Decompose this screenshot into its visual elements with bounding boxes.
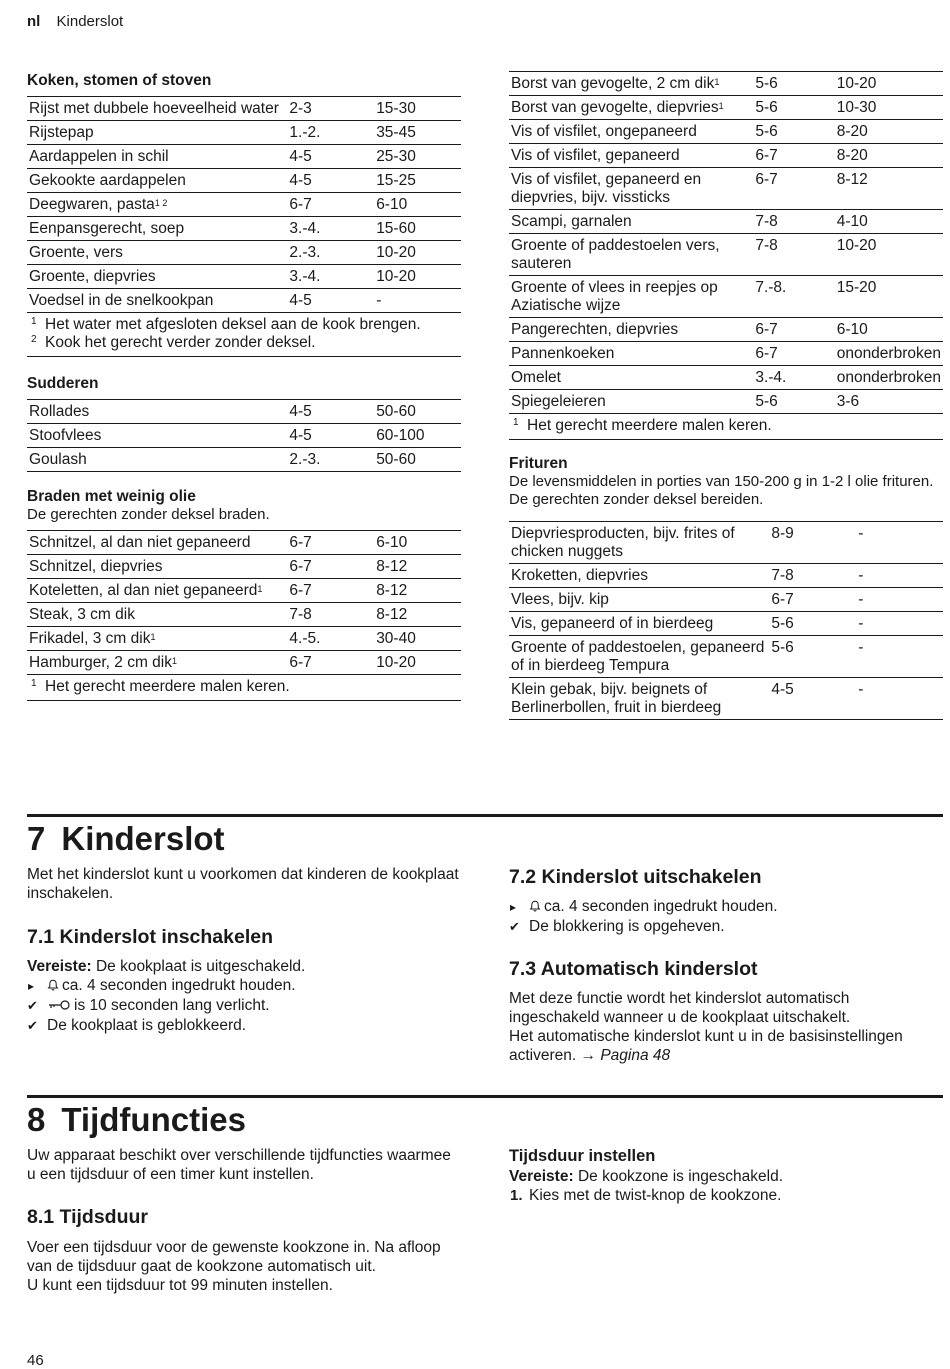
table-row <box>27 193 461 217</box>
footnote-ref: 1 <box>172 656 178 666</box>
footnote-number: 1 <box>31 678 37 689</box>
level-cell: 7-8 <box>753 234 834 276</box>
page-number: 46 <box>27 1352 44 1369</box>
time-cell: - <box>856 612 943 636</box>
dish-cell: Spiegeleieren <box>511 393 606 410</box>
table-row <box>27 448 461 472</box>
dish-cell: Diepvriesproducten, bijv. frites of chicken nuggets <box>509 522 769 564</box>
table-row <box>509 588 943 612</box>
section-7-3-paragraph-1: Met deze functie wordt het kinderslot automatisch ingeschakeld wanneer u de kookplaat uitschakelt. <box>509 990 851 1026</box>
footnote <box>511 417 941 435</box>
time-cell: 10-20 <box>835 72 943 96</box>
time-cell: 50-60 <box>376 451 416 468</box>
running-header <box>27 13 123 30</box>
level-cell: 4-5 <box>287 145 374 169</box>
table-row <box>509 96 943 120</box>
table-row <box>509 120 943 144</box>
time-cell: 15-60 <box>374 217 461 241</box>
section-7-2-result <box>509 917 943 937</box>
footnote <box>29 678 459 696</box>
dish-cell: Scampi, garnalen <box>509 210 753 234</box>
section-7-1-result-1 <box>27 996 461 1016</box>
koken-footnotes <box>27 313 461 357</box>
dish-cell: Rollades <box>27 400 287 424</box>
dish-cell: Groente of paddestoelen, gepaneerd of in bierdeeg Tempura <box>509 636 769 678</box>
footnote-ref: 1 2 <box>154 198 168 208</box>
level-cell: 2-3 <box>287 97 374 121</box>
time-cell: 30-40 <box>374 627 461 651</box>
dish-cell: Goulash <box>29 451 87 468</box>
level-cell: 4.-5. <box>287 627 374 651</box>
level-cell: 7-8 <box>769 564 856 588</box>
header-title: Kinderslot <box>56 13 124 30</box>
time-cell: 8-12 <box>374 555 461 579</box>
level-cell: 4-5 <box>287 400 374 424</box>
dish-cell: Vis, gepaneerd of in bierdeeg <box>509 612 769 636</box>
level-cell: 6-7 <box>753 168 834 210</box>
time-cell: - <box>856 522 943 564</box>
bell-icon <box>47 979 59 991</box>
time-cell: - <box>856 564 943 588</box>
level-cell: 5-6 <box>753 96 834 120</box>
dish-cell: Stoofvlees <box>27 424 287 448</box>
result-text: is 10 seconden lang verlicht. <box>74 997 270 1014</box>
step-arrow-icon: ▸ <box>28 979 35 993</box>
time-cell: 6-10 <box>374 193 461 217</box>
frituren-table <box>509 521 943 720</box>
table-row <box>27 627 461 651</box>
braden-table <box>27 530 461 675</box>
time-cell: - <box>856 636 943 678</box>
table-row <box>27 603 461 627</box>
footnote-text: Het gerecht meerdere malen keren. <box>527 417 772 434</box>
page-link[interactable]: Pagina 48 <box>600 1047 671 1064</box>
section-7 <box>27 814 943 859</box>
dish-cell: Schnitzel, diepvries <box>27 555 287 579</box>
koken-heading: Koken, stomen of stoven <box>27 72 212 89</box>
checkmark-icon: ✔ <box>27 1018 38 1033</box>
tijdsduur-step-1 <box>509 1186 943 1206</box>
level-cell: 6-7 <box>289 654 312 671</box>
footnote-text: Het gerecht meerdere malen keren. <box>45 678 290 695</box>
level-cell: 6-7 <box>753 144 834 168</box>
dish-cell: Deegwaren, pasta$^{1 2}$ <box>27 193 287 217</box>
time-cell: 6-10 <box>835 318 943 342</box>
footnote-text: Kook het gerecht verder zonder deksel. <box>45 334 316 351</box>
dish-cell: Groente of vlees in reepjes op Aziatische wijze <box>509 276 753 318</box>
table-row <box>509 210 943 234</box>
table-row <box>27 241 461 265</box>
level-cell: 2.-3. <box>289 451 321 468</box>
level-cell: 5-6 <box>753 120 834 144</box>
section-7-1-requirement: Vereiste: De kookplaat is uitgeschakeld. <box>27 958 306 975</box>
table-row <box>27 400 461 424</box>
table-row <box>27 651 461 675</box>
table-row <box>509 678 943 720</box>
section-8-right <box>509 1146 943 1206</box>
time-cell: - <box>858 681 864 698</box>
table-row <box>27 579 461 603</box>
dish-cell: Voedsel in de snelkookpan <box>29 292 214 309</box>
level-cell: 8-9 <box>769 522 856 564</box>
tijdsduur-requirement: Vereiste: De kookzone is ingeschakeld. <box>509 1168 784 1185</box>
section-8 <box>27 1095 943 1140</box>
sudderen-table <box>27 399 461 472</box>
level-cell: 7-8 <box>753 210 834 234</box>
key-lock-icon <box>47 999 71 1011</box>
level-cell: 6-7 <box>287 531 374 555</box>
table-row <box>509 72 943 96</box>
dish-cell: Borst van gevogelte, 2 cm dik$^1$ <box>509 72 753 96</box>
dish-cell: Omelet <box>509 366 753 390</box>
time-cell: 10-20 <box>374 265 461 289</box>
step-text: ca. 4 seconden ingedrukt houden. <box>544 898 778 915</box>
dish-cell: Groente of paddestoelen vers, sauteren <box>509 234 753 276</box>
bell-icon <box>529 900 541 912</box>
section-7-3-title: 7.3 Automatisch kinderslot <box>509 958 758 980</box>
dish-cell: Aardappelen in schil <box>27 145 287 169</box>
footnote-number: 1 <box>513 417 519 428</box>
time-cell: 60-100 <box>374 424 461 448</box>
tijdsduur-instellen-title: Tijdsduur instellen <box>509 1147 656 1165</box>
section-7-right <box>509 865 943 1065</box>
table-row <box>509 564 943 588</box>
level-cell: 4-5 <box>287 169 374 193</box>
time-cell: 25-30 <box>374 145 461 169</box>
table-row <box>509 366 943 390</box>
time-cell: 3-6 <box>836 393 860 410</box>
footnote-number: 1 <box>31 316 37 327</box>
section-8-title: 8 Tijdfuncties <box>27 1101 246 1138</box>
right-column <box>509 71 943 720</box>
table-row <box>509 390 943 414</box>
dish-cell: Borst van gevogelte, diepvries$^1$ <box>509 96 753 120</box>
footnote-ref: 1 <box>257 584 263 594</box>
table-row <box>509 342 943 366</box>
time-cell: 6-10 <box>374 531 461 555</box>
table-row <box>509 318 943 342</box>
table-row <box>27 145 461 169</box>
time-cell: 50-60 <box>374 400 461 424</box>
level-cell: 5-6 <box>769 636 856 678</box>
time-cell: 8-12 <box>835 168 943 210</box>
table-row <box>509 276 943 318</box>
time-cell: 8-20 <box>835 120 943 144</box>
level-cell: 6-7 <box>287 193 374 217</box>
level-cell: 3.-4. <box>753 366 834 390</box>
dish-cell: Eenpansgerecht, soep <box>27 217 287 241</box>
section-7-left <box>27 865 461 1036</box>
section-8-1-title: 8.1 Tijdsduur <box>27 1206 148 1228</box>
footnote <box>29 316 459 334</box>
sudderen-heading: Sudderen <box>27 375 99 392</box>
dish-cell: Groente, vers <box>27 241 287 265</box>
level-cell: 4-5 <box>287 424 374 448</box>
level-cell: 5-6 <box>769 612 856 636</box>
section-7-2-title: 7.2 Kinderslot uitschakelen <box>509 866 762 888</box>
level-cell: 3.-4. <box>287 265 374 289</box>
level-cell: 1.-2. <box>287 121 374 145</box>
section-7-2-step <box>509 897 943 917</box>
level-cell: 6-7 <box>753 318 834 342</box>
table-row <box>27 217 461 241</box>
table-row <box>509 168 943 210</box>
table-row <box>509 636 943 678</box>
checkmark-icon: ✔ <box>27 998 38 1013</box>
dish-cell: Vlees, bijv. kip <box>509 588 769 612</box>
time-cell: 10-20 <box>835 234 943 276</box>
section-7-1-step <box>27 976 461 996</box>
footnote-ref: 1 <box>718 101 724 111</box>
time-cell: 4-10 <box>835 210 943 234</box>
level-cell: 5-6 <box>755 393 778 410</box>
level-cell: 7.-8. <box>753 276 834 318</box>
footnote-text: Het water met afgesloten deksel aan de kook brengen. <box>45 316 421 333</box>
step-number: 1. <box>510 1187 523 1204</box>
braden-footnotes <box>27 675 461 701</box>
checkmark-icon: ✔ <box>509 919 520 934</box>
dish-cell: Gekookte aardappelen <box>27 169 287 193</box>
section-8-left <box>27 1146 461 1295</box>
time-cell: 15-25 <box>374 169 461 193</box>
time-cell: 8-20 <box>835 144 943 168</box>
dish-cell: Steak, 3 cm dik <box>27 603 287 627</box>
level-cell: 7-8 <box>287 603 374 627</box>
section-7-3-paragraph-2: Het automatische kinderslot kunt u in de basisinstellingen activeren. → Pagina 48 <box>509 1028 903 1064</box>
dish-cell: Kroketten, diepvries <box>509 564 769 588</box>
step-arrow-icon: ▸ <box>510 900 517 914</box>
link-arrow-icon: → <box>580 1047 597 1064</box>
section-8-1-paragraph-2: U kunt een tijdsduur tot 99 minuten instellen. <box>27 1277 333 1294</box>
time-cell: - <box>376 292 382 309</box>
koken-table <box>27 96 461 313</box>
dish-cell: Frikadel, 3 cm dik$^1$ <box>27 627 287 651</box>
dish-cell: Hamburger, 2 cm dik$^1$ <box>29 654 178 671</box>
footnote-ref: 1 <box>150 632 156 642</box>
table-row <box>509 522 943 564</box>
time-cell: 15-20 <box>835 276 943 318</box>
table-row <box>27 555 461 579</box>
section-7-title: 7 Kinderslot <box>27 820 225 857</box>
table-row <box>27 265 461 289</box>
braden-heading: Braden met weinig olie <box>27 488 196 505</box>
time-cell: 35-45 <box>374 121 461 145</box>
braden-intro: De gerechten zonder deksel braden. <box>27 506 270 523</box>
level-cell: 3.-4. <box>287 217 374 241</box>
time-cell: 10-20 <box>374 241 461 265</box>
table-row <box>509 144 943 168</box>
result-text: De kookplaat is geblokkeerd. <box>47 1017 247 1034</box>
step-text: Kies met de twist-knop de kookzone. <box>529 1187 782 1204</box>
table-row <box>27 169 461 193</box>
dish-cell: Rijstepap <box>27 121 287 145</box>
dish-cell: Pannenkoeken <box>509 342 753 366</box>
time-cell: - <box>856 588 943 612</box>
result-text: De blokkering is opgeheven. <box>529 918 725 935</box>
dish-cell: Vis of visfilet, ongepaneerd <box>509 120 753 144</box>
section-8-1-paragraph-1: Voer een tijdsduur voor de gewenste kookzone in. Na afloop van de tijdsduur gaat de kookzone automatisch uit. <box>27 1239 441 1275</box>
footnote <box>29 334 459 352</box>
dish-cell: Schnitzel, al dan niet gepaneerd <box>27 531 287 555</box>
table-row <box>27 289 461 313</box>
time-cell: 8-12 <box>374 579 461 603</box>
time-cell: 10-30 <box>835 96 943 120</box>
time-cell: 15-30 <box>374 97 461 121</box>
time-cell: ononderbroken <box>835 366 943 390</box>
level-cell: 4-5 <box>289 292 312 309</box>
right-footnotes <box>509 414 943 440</box>
table-row <box>27 424 461 448</box>
header-language: nl <box>27 13 41 30</box>
dish-cell: Koteletten, al dan niet gepaneerd$^1$ <box>27 579 287 603</box>
level-cell: 6-7 <box>753 342 834 366</box>
section-7-intro: Met het kinderslot kunt u voorkomen dat kinderen de kookplaat inschakelen. <box>27 866 459 902</box>
level-cell: 6-7 <box>287 555 374 579</box>
step-text: ca. 4 seconden ingedrukt houden. <box>62 977 296 994</box>
time-cell: ononderbroken <box>835 342 943 366</box>
dish-cell: Pangerechten, diepvries <box>509 318 753 342</box>
left-column <box>27 72 461 701</box>
time-cell: 10-20 <box>376 654 416 671</box>
section-8-intro: Uw apparaat beschikt over verschillende tijdfuncties waarmee u een tijdsduur of een timer kunt instellen. <box>27 1147 451 1183</box>
dish-cell: Groente, diepvries <box>27 265 287 289</box>
footnote-ref: 1 <box>714 77 720 87</box>
level-cell: 4-5 <box>771 681 794 698</box>
table-row <box>27 97 461 121</box>
footnote-number: 2 <box>31 334 37 345</box>
section-7-1-title: 7.1 Kinderslot inschakelen <box>27 926 274 948</box>
table-row <box>27 531 461 555</box>
table-row <box>27 121 461 145</box>
dish-cell: Rijst met dubbele hoeveelheid water <box>27 97 287 121</box>
table-row <box>509 234 943 276</box>
dish-cell: Vis of visfilet, gepaneerd <box>509 144 753 168</box>
level-cell: 6-7 <box>769 588 856 612</box>
level-cell: 2.-3. <box>287 241 374 265</box>
section-7-1-result-2 <box>27 1016 461 1036</box>
level-cell: 5-6 <box>753 72 834 96</box>
dish-cell: Klein gebak, bijv. beignets of Berlinerbollen, fruit in bierdeeg <box>511 681 722 716</box>
time-cell: 8-12 <box>374 603 461 627</box>
dish-cell: Vis of visfilet, gepaneerd en diepvries, bijv. vissticks <box>509 168 753 210</box>
braden-table-continued <box>509 71 943 414</box>
frituren-intro: De levensmiddelen in porties van 150-200 g in 1-2 l olie frituren. De gerechten zonder deksel bereiden. <box>509 473 934 508</box>
level-cell: 6-7 <box>287 579 374 603</box>
frituren-heading: Frituren <box>509 455 568 472</box>
table-row <box>509 612 943 636</box>
